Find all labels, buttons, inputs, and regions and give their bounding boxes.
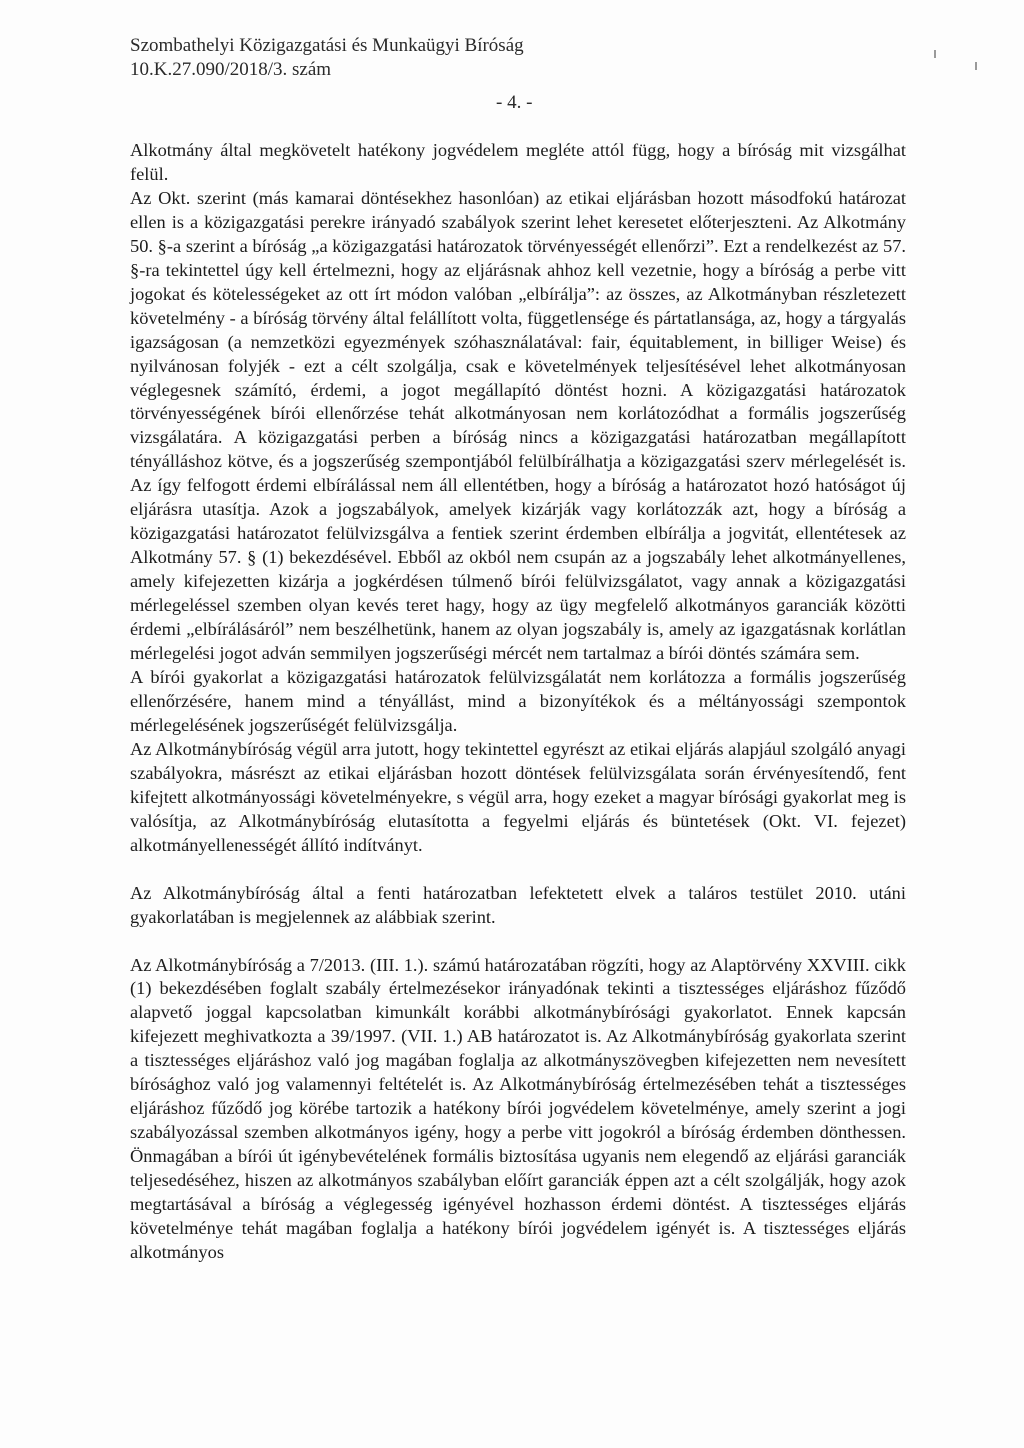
paragraph: Az Okt. szerint (más kamarai döntésekhez hasonlóan) az etikai eljárásban hozott másodfokú határozat ellen is a közigazgatási perekre irányadó szabályok szerint lehet keresetet előterjeszteni. Az Alkotmány 50. §-a szerint a bíróság „a közigazgatási határozatok törvényességét ellenőrzi”. Ezt a rendelkezést az 57. §-ra tekintettel úgy kell értelmezni, hogy az eljárásnak ahhoz kell vezetnie, hogy a bíróság a perbe vitt jogokat és kötelességeket az ott írt módon valóban „elbírálja”: az összes, az Alkotmányban részletezett követelmény - a bíróság törvény által felállított volta, függetlensége és pártatlansága, az, hogy a tárgyalás igazságosan (a nemzetközi egyezmények szóhasználatával: fair, équitablement, in billiger Weise) és nyilvánosan folyjék - ezt a célt szolgálja, csak e követelmények teljesítésével lehet alkotmányosan véglegesnek számító, érdemi, a jogot megállapító döntést hozni. A közigazgatási határozatok törvényességének bírói ellenőrzése tehát alkotmányosan nem korlátozódhat a formális jogszerűség vizsgálatára. A közigazgatási perben a bíróság nincs a közigazgatási határozatban megállapított tényálláshoz kötve, és a jogszerűség szempontjából felülbírálhatja a közigazgatási szerv mérlegelését is. Az így felfogott érdemi elbírálással nem áll ellentétben, hogy a bíróság a határozatot hozó hatóságot új eljárásra utasítja. Azok a jogszabályok, amelyek kizárják vagy korlátozzák azt, hogy a bíróság a közigazgatási határozatot felülvizsgálva a fentiek szerint érdemben elbírálja a jogvitát, ellentétesek az Alkotmány 57. § (1) bekezdésével. Ebből az okból nem csupán az a jogszabály lehet alkotmányellenes, amely kifejezetten kizárja a jogkérdésen túlmenő bírói felülvizsgálatot, vagy annak a közigazgatási mérlegeléssel szemben olyan kevés teret hagy, hogy az ügy megfelelő alkotmányos garanciák közötti érdemi „elbírálásáról” nem beszélhetünk, hanem az olyan jogszabály is, amely az igazgatásnak korlátlan mérlegelési jogot adván semmilyen jogszerűségi mércét nem tartalmaz a bírói döntés számára sem. bbox=[130, 187, 906, 664]
document-body bbox=[130, 139, 906, 1265]
court-name: Szombathelyi Közigazgatási és Munkaügyi Bíróság bbox=[130, 35, 524, 56]
scan-mark bbox=[934, 50, 936, 58]
page-number: - 4. - bbox=[496, 92, 533, 113]
document-header bbox=[130, 34, 524, 82]
case-number: 10.K.27.090/2018/3. szám bbox=[130, 59, 332, 80]
paragraph: A bírói gyakorlat a közigazgatási határozatok felülvizsgálatát nem korlátozza a formális jogszerűség ellenőrzésére, hanem mind a tényállást, mind a bizonyítékok és a méltányossági szempontok mérlegelésének jogszerűségét felülvizsgálja. bbox=[130, 666, 906, 735]
scan-mark bbox=[975, 62, 977, 70]
paragraph: Alkotmány által megkövetelt hatékony jogvédelem megléte attól függ, hogy a bíróság mit vizsgálhat felül. bbox=[130, 140, 906, 184]
paragraph: Az Alkotmánybíróság végül arra jutott, hogy tekintettel egyrészt az etikai eljárás alapjául szolgáló anyagi szabályokra, másrészt az etikai eljárásban hozott döntések felülvizsgálata során érvényesítendő, fent kifejtett alkotmányossági követelményekre, s végül arra, hogy ezeket a magyar bírósági gyakorlat meg is valósítja, az Alkotmánybíróság elutasította a fegyelmi eljárás és büntetések (Okt. VI. fejezet) alkotmányellenességét állító indítványt. bbox=[130, 738, 906, 855]
paragraph: Az Alkotmánybíróság a 7/2013. (III. 1.). számú határozatában rögzíti, hogy az Alaptörvény XXVIII. cikk (1) bekezdésében foglalt szabály értelmezésekor irányadónak tekinti a tisztességes eljáráshoz fűződő alapvető joggal kapcsolatban kimunkált korábbi alkotmánybírósági gyakorlatot. Ennek kapcsán kifejezett meghivatkozta a 39/1997. (VII. 1.) AB határozatot is. Az Alkotmánybíróság gyakorlata szerint a tisztességes eljáráshoz való jog magában foglalja az alkotmányszövegben kifejezetten nem nevesített bírósághoz való jog valamennyi feltételét is. Az Alkotmánybíróság értelmezésében tehát a tisztességes eljáráshoz fűződő jog körébe tartozik a hatékony bírói jogvédelem követelménye, amely szerint a jogi szabályozással szemben alkotmányos igény, hogy a perbe vitt jogokról a bíróság érdemben dönthessen. Önmagában a bírói út igénybevételének formális biztosítása ugyanis nem elegendő az eljárási garanciák teljesedéséhez, hiszen az alkotmányos szabályban előírt garanciák éppen azt a célt szolgálják, hogy azok megtartásával a bíróság a véglegesség igényével hozhasson érdemi döntést. A tisztességes eljárás követelménye tehát magában foglalja a hatékony bírói jogvédelem igényét is. A tisztességes eljárás alkotmányos bbox=[130, 954, 906, 1262]
paragraph: Az Alkotmánybíróság által a fenti határozatban lefektetett elvek a taláros testület 2010. utáni gyakorlatában is megjelennek az alábbiak szerint. bbox=[130, 882, 906, 927]
